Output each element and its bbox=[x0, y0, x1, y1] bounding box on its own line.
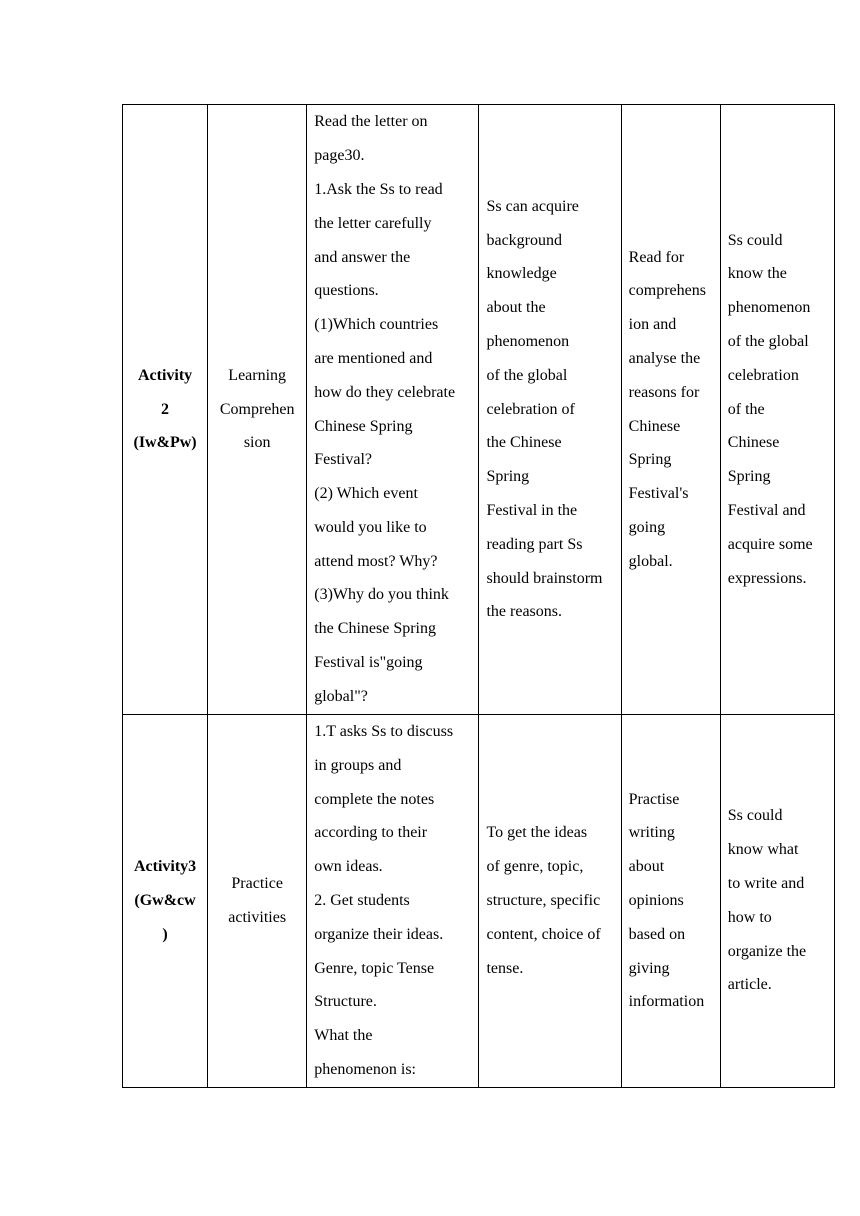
text-line: (3)Why do you think bbox=[314, 586, 449, 604]
text-line: 1.Ask the Ss to read bbox=[314, 180, 443, 198]
text-line: Activity3 bbox=[133, 858, 197, 876]
text-line: Festival is"going bbox=[314, 654, 423, 672]
procedure-cell bbox=[307, 105, 479, 715]
text-line: own ideas. bbox=[314, 858, 383, 876]
text-line: to write and bbox=[727, 875, 805, 893]
text-line: know what bbox=[727, 841, 799, 859]
text-line: ion and bbox=[628, 316, 677, 334]
text-line: global"? bbox=[314, 687, 368, 705]
text-line: (2) Which event bbox=[314, 485, 418, 503]
activity-type-cell bbox=[208, 105, 307, 715]
text-line: know the bbox=[727, 265, 787, 283]
text-line: tense. bbox=[486, 959, 524, 977]
text-line: how do they celebrate bbox=[314, 383, 456, 401]
text-line: complete the notes bbox=[314, 790, 435, 808]
text-line: global. bbox=[628, 552, 673, 570]
text-line: organize their ideas. bbox=[314, 925, 444, 943]
text-line: ) bbox=[162, 925, 168, 943]
procedure-cell bbox=[307, 715, 479, 1088]
text-line: about bbox=[628, 858, 665, 876]
text-line: page30. bbox=[314, 147, 365, 165]
text-line: comprehens bbox=[628, 282, 706, 300]
activity-cell bbox=[123, 105, 208, 715]
text-line: expressions. bbox=[727, 569, 807, 587]
text-line: should brainstorm bbox=[486, 569, 603, 587]
text-line: Chinese bbox=[628, 417, 681, 435]
purpose-cell bbox=[479, 105, 621, 715]
text-line: going bbox=[628, 518, 666, 536]
text-line: phenomenon bbox=[727, 299, 811, 317]
text-line: Ss could bbox=[727, 807, 783, 825]
outcome-cell bbox=[720, 105, 834, 715]
outcome-cell bbox=[720, 715, 834, 1088]
activity-type-cell bbox=[208, 715, 307, 1088]
text-line: Festival's bbox=[628, 485, 689, 503]
text-line: questions. bbox=[314, 282, 379, 300]
text-line: Genre, topic Tense bbox=[314, 959, 435, 977]
text-line: Practice bbox=[231, 875, 283, 893]
text-line: (1)Which countries bbox=[314, 316, 439, 334]
text-line: Activity bbox=[137, 366, 193, 384]
text-line: analyse the bbox=[628, 349, 701, 367]
text-line: Chinese Spring bbox=[314, 417, 413, 435]
text-line: organize the bbox=[727, 942, 807, 960]
text-line: activities bbox=[228, 908, 287, 926]
text-line: according to their bbox=[314, 824, 428, 842]
skill-cell bbox=[621, 715, 720, 1088]
text-line: of genre, topic, bbox=[486, 858, 584, 876]
text-line: about the bbox=[486, 299, 546, 317]
text-line: Ss can acquire bbox=[486, 197, 579, 215]
text-line: based on bbox=[628, 925, 686, 943]
text-line: are mentioned and bbox=[314, 349, 433, 367]
text-line: Spring bbox=[628, 451, 672, 469]
text-line: (Iw&Pw) bbox=[133, 434, 197, 452]
skill-cell bbox=[621, 105, 720, 715]
text-line: Spring bbox=[486, 468, 530, 486]
activity-cell bbox=[123, 715, 208, 1088]
text-line: 1.T asks Ss to discuss bbox=[314, 723, 454, 740]
text-line: of the global bbox=[727, 333, 809, 350]
text-line: content, choice of bbox=[486, 925, 601, 943]
text-line: 2 bbox=[161, 400, 170, 418]
text-line: the reasons. bbox=[486, 603, 562, 621]
text-line: Practise bbox=[628, 790, 680, 808]
text-line: reasons for bbox=[628, 383, 700, 401]
text-line: Read for bbox=[628, 248, 685, 266]
text-line: the Chinese Spring bbox=[314, 620, 436, 638]
text-line: opinions bbox=[628, 891, 684, 909]
text-line: Festival in the bbox=[486, 501, 578, 519]
text-line: structure, specific bbox=[486, 891, 601, 909]
text-line: What the bbox=[314, 1027, 373, 1045]
text-line: writing bbox=[628, 824, 675, 842]
text-line: Spring bbox=[727, 468, 771, 486]
text-line: Festival and bbox=[727, 501, 806, 519]
text-line: Ss could bbox=[727, 231, 783, 249]
text-line: article. bbox=[727, 976, 772, 994]
table-row bbox=[123, 715, 835, 1088]
text-line: acquire some bbox=[727, 535, 813, 553]
text-line: giving bbox=[628, 959, 670, 977]
text-line: background bbox=[486, 231, 562, 249]
text-line: Chinese bbox=[727, 434, 780, 452]
table-row bbox=[123, 105, 835, 715]
text-line: To get the ideas bbox=[486, 824, 588, 842]
lesson-plan-table bbox=[122, 104, 835, 1088]
text-line: how to bbox=[727, 908, 772, 926]
text-line: Structure. bbox=[314, 993, 377, 1011]
text-line: in groups and bbox=[314, 756, 402, 774]
text-line: Learning bbox=[228, 366, 287, 384]
text-line: of the global bbox=[486, 366, 568, 384]
purpose-cell bbox=[479, 715, 621, 1088]
text-line: the Chinese bbox=[486, 434, 562, 452]
text-line: Read the letter on bbox=[314, 113, 428, 131]
text-line: and answer the bbox=[314, 248, 411, 266]
text-line: the letter carefully bbox=[314, 214, 432, 232]
text-line: knowledge bbox=[486, 265, 557, 283]
text-line: information bbox=[628, 993, 705, 1011]
text-line: Comprehen bbox=[219, 400, 295, 418]
text-line: Festival? bbox=[314, 451, 372, 469]
text-line: sion bbox=[243, 434, 271, 452]
text-line: reading part Ss bbox=[486, 535, 583, 553]
text-line: phenomenon bbox=[486, 333, 570, 350]
text-line: (Gw&cw bbox=[134, 891, 196, 909]
text-line: would you like to bbox=[314, 518, 427, 536]
text-line: celebration bbox=[727, 366, 799, 384]
text-line: 2. Get students bbox=[314, 891, 410, 909]
text-line: of the bbox=[727, 400, 765, 418]
text-line: celebration of bbox=[486, 400, 575, 418]
text-line: phenomenon is: bbox=[314, 1060, 416, 1078]
text-line: attend most? Why? bbox=[314, 552, 438, 570]
